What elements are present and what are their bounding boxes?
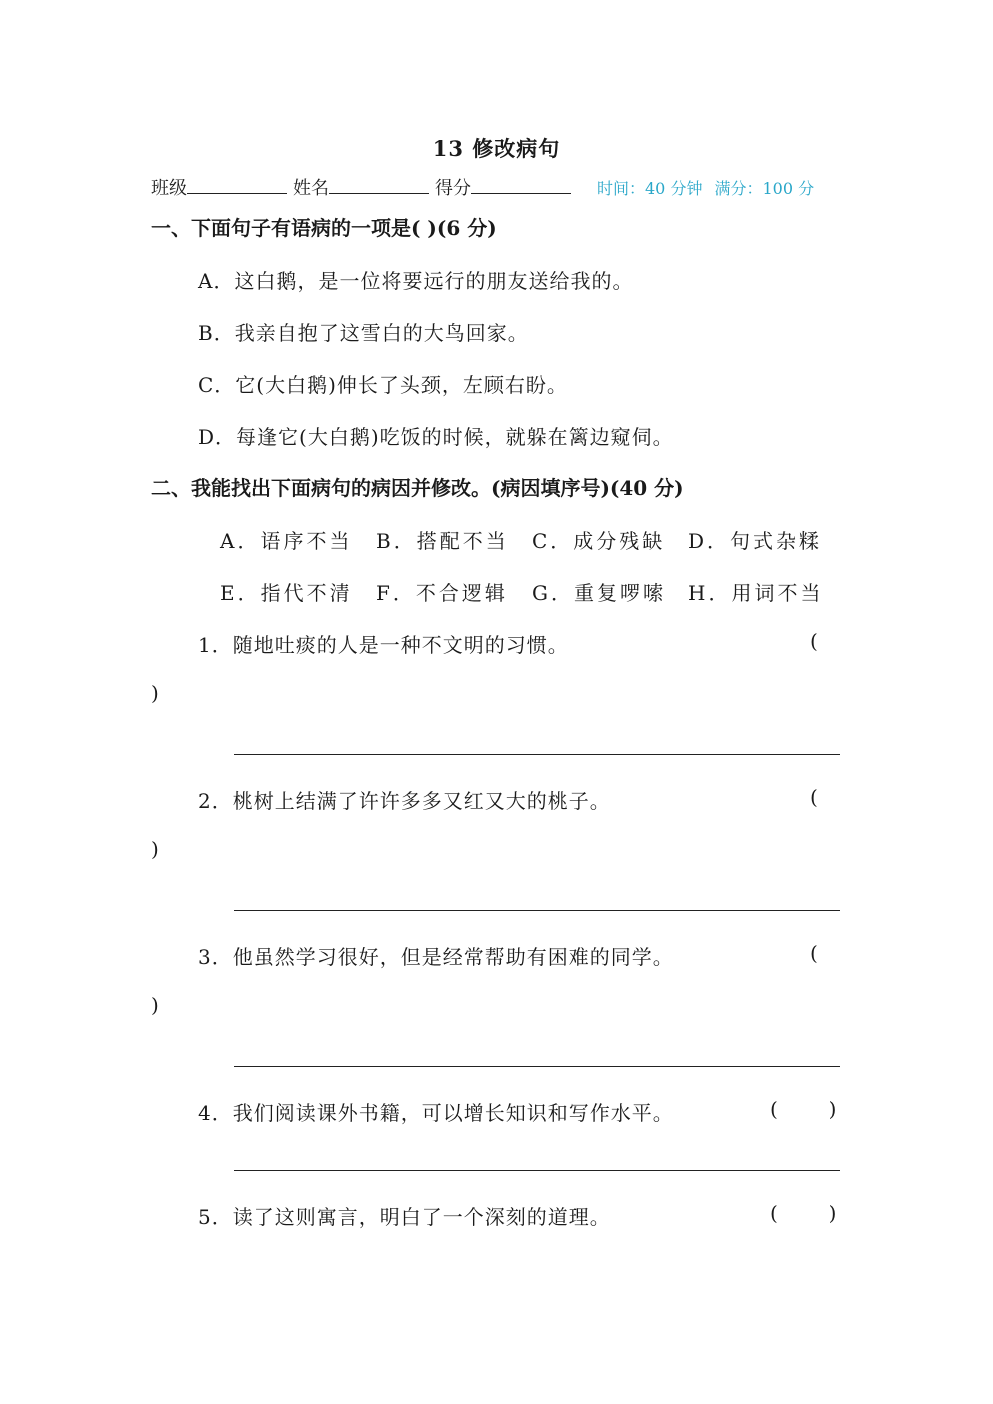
question-1-open-paren: ( (810, 629, 818, 653)
section-1-heading: 一、下面句子有语病的一项是( )(6 分) (151, 216, 497, 240)
question-4-parens[interactable]: ( ) (770, 1097, 837, 1121)
question-5: 5．读了这则寓言，明白了一个深刻的道理。 (198, 1205, 611, 1229)
reason-row-1 (220, 525, 822, 554)
class-label: 班级 (151, 178, 187, 199)
question-2-close-paren: ) (151, 837, 159, 861)
time-limit: 时间：40 分钟 (597, 179, 703, 198)
question-4: 4．我们阅读课外书籍，可以增长知识和写作水平。 (198, 1101, 674, 1125)
question-1: 1．随地吐痰的人是一种不文明的习惯。 (198, 633, 569, 657)
reason-c: C．成分残缺 (532, 529, 666, 553)
question-4-answer-line[interactable] (234, 1170, 840, 1171)
section-2-heading: 二、我能找出下面病句的病因并修改。(病因填序号)(40 分) (151, 476, 684, 500)
question-5-parens[interactable]: ( ) (770, 1201, 837, 1225)
question-2: 2．桃树上结满了许许多多又红又大的桃子。 (198, 789, 611, 813)
question-2-open-paren: ( (810, 785, 818, 809)
reason-b: B．搭配不当 (376, 529, 509, 553)
question-2-answer-line[interactable] (234, 910, 840, 911)
question-3: 3．他虽然学习很好，但是经常帮助有困难的同学。 (198, 945, 674, 969)
section-1-option-a: A．这白鹅，是一位将要远行的朋友送给我的。 (198, 269, 634, 293)
name-label: 姓名 (293, 178, 329, 199)
reason-d: D．句式杂糅 (688, 529, 823, 553)
reason-h: H．用词不当 (688, 581, 824, 605)
score-blank[interactable] (471, 175, 571, 194)
full-score: 满分：100 分 (714, 179, 815, 198)
class-blank[interactable] (187, 175, 287, 194)
question-3-close-paren: ) (151, 993, 159, 1017)
question-1-answer-line[interactable] (234, 754, 840, 755)
section-1-option-c: C．它(大白鹅)伸长了头颈，左顾右盼。 (198, 373, 568, 397)
reason-e: E．指代不清 (220, 581, 353, 605)
name-blank[interactable] (329, 175, 429, 194)
student-info-row (151, 174, 814, 200)
section-1-option-b: B．我亲自抱了这雪白的大鸟回家。 (198, 321, 529, 345)
page-title: 13 修改病句 (432, 136, 561, 161)
reason-f: F．不合逻辑 (376, 581, 508, 605)
reason-row-2 (220, 577, 823, 606)
reason-a: A．语序不当 (220, 529, 353, 553)
reason-g: G．重复啰嗦 (532, 581, 666, 605)
question-1-close-paren: ) (151, 681, 159, 705)
question-3-open-paren: ( (810, 941, 818, 965)
score-label: 得分 (435, 178, 471, 199)
section-1-option-d: D．每逢它(大白鹅)吃饭的时候，就躲在篱边窥伺。 (198, 425, 674, 449)
question-3-answer-line[interactable] (234, 1066, 840, 1067)
